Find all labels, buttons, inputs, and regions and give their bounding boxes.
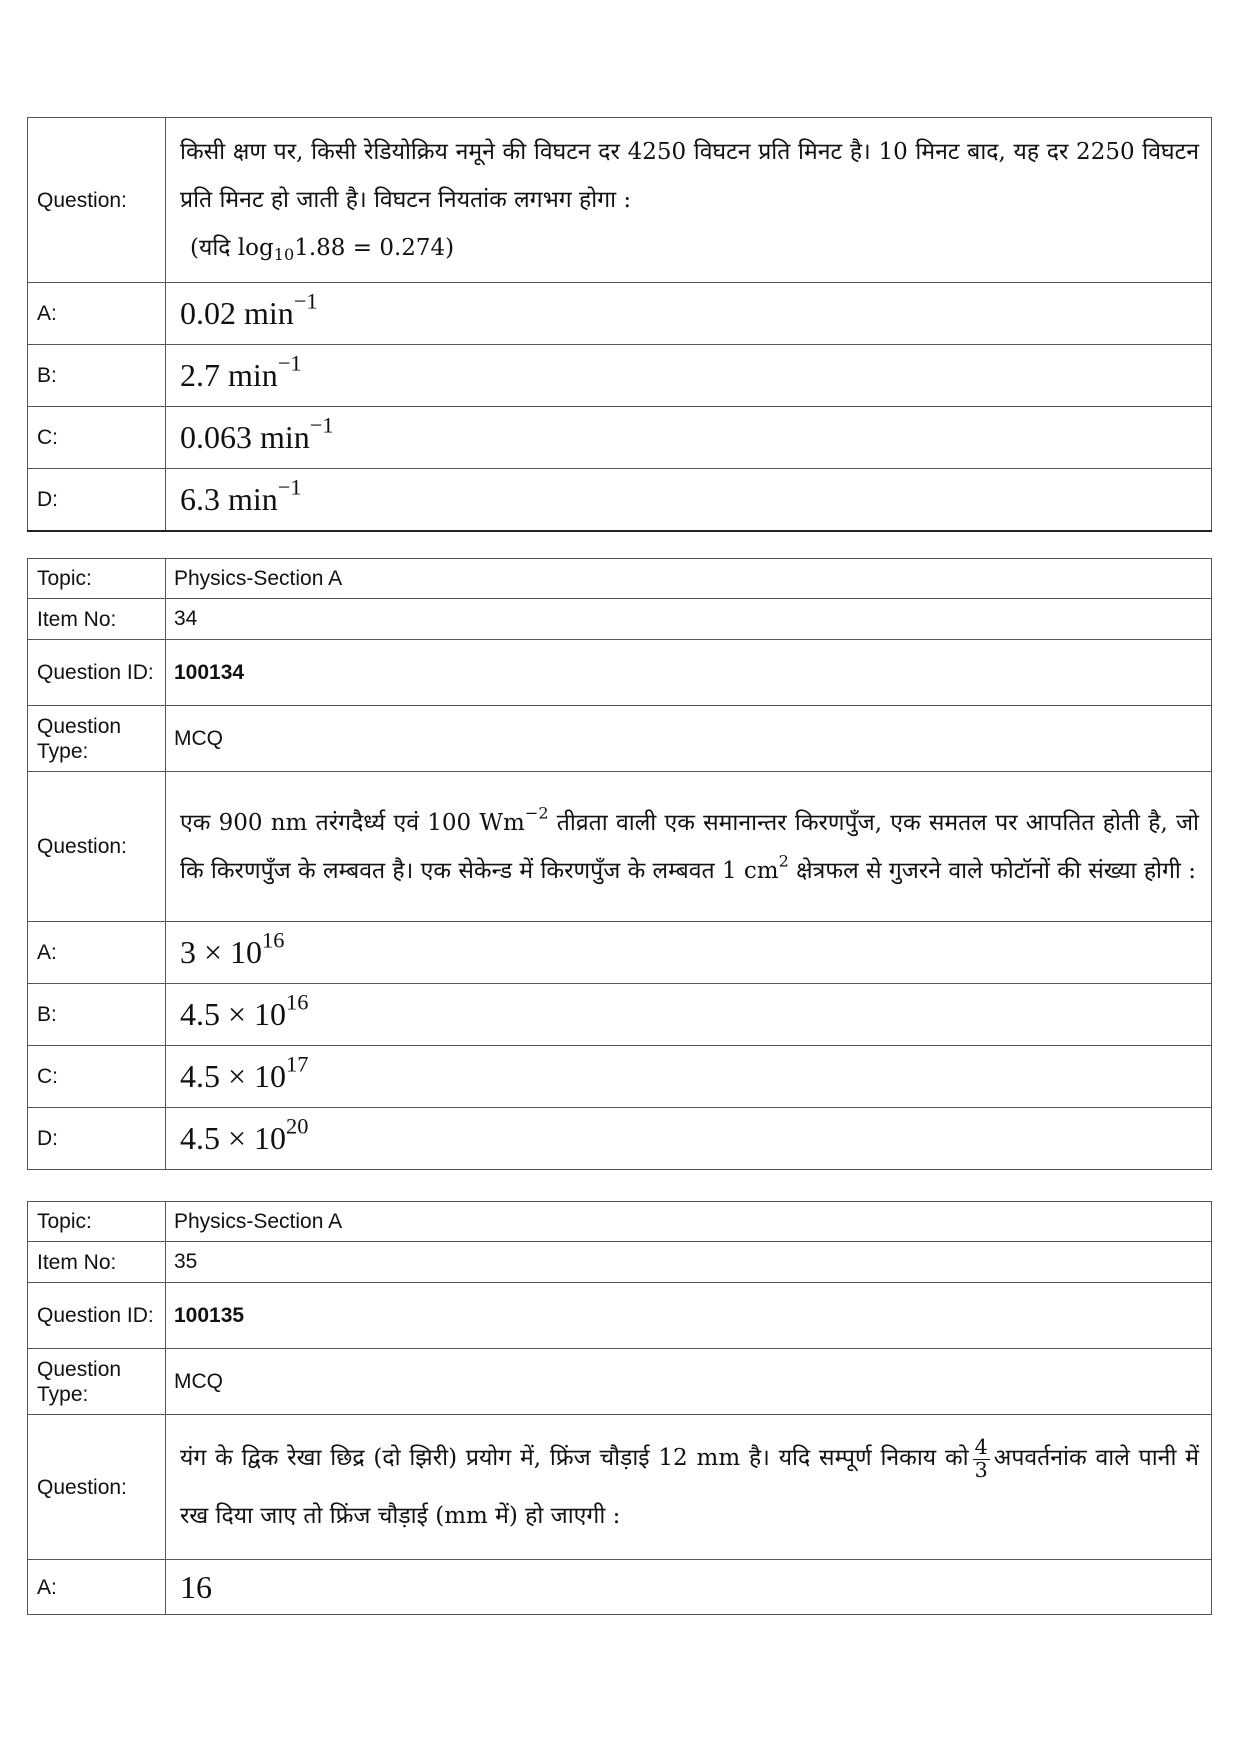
option-a-label: A: xyxy=(28,922,166,984)
option-a-value: 3 × 10 xyxy=(180,934,263,970)
topic-value: Physics-Section A xyxy=(166,1202,1212,1242)
refractive-index-fraction xyxy=(973,1434,990,1482)
question-text-part-1: यंग के द्विक रेखा छिद्र (दो झिरी) प्रयोग में, फ्रिंज चौड़ाई 12 mm है। यदि सम्पूर्ण निकाय को xyxy=(180,1445,969,1471)
question-body: किसी क्षण पर, किसी रेडियोक्रिय नमूने की विघटन दर 4250 विघटन प्रति मिनट है। 10 मिनट बाद, यह दर 2250 विघटन प्रति मिनट हो जाती है। विघटन नियतांक लगभग होगा : xyxy=(180,139,1199,213)
item-no-value: 34 xyxy=(166,599,1212,640)
option-b[interactable] xyxy=(166,345,1212,407)
question-text-exponent-2: 2 xyxy=(778,851,789,871)
question-id-label: Question ID: xyxy=(28,1283,166,1349)
question-type-label: Question Type: xyxy=(28,706,166,772)
option-c-value: 0.063 min xyxy=(180,419,310,455)
option-a[interactable] xyxy=(166,922,1212,984)
question-label: Question: xyxy=(28,1415,166,1560)
option-b-value: 4.5 × 10 xyxy=(180,996,287,1032)
question-hint xyxy=(180,224,1199,272)
question-id-value: 100135 xyxy=(166,1283,1212,1349)
option-a[interactable] xyxy=(166,283,1212,345)
option-b[interactable] xyxy=(166,984,1212,1046)
option-d-label: D: xyxy=(28,469,166,531)
hint-prefix: (यदि log xyxy=(190,235,274,261)
item-no-label: Item No: xyxy=(28,1242,166,1283)
hint-rest: 1.88 = 0.274) xyxy=(294,235,455,261)
option-c-label: C: xyxy=(28,407,166,469)
option-a-label: A: xyxy=(28,283,166,345)
option-a[interactable] xyxy=(166,1560,1212,1615)
option-c[interactable] xyxy=(166,1046,1212,1108)
option-c-exponent: 17 xyxy=(286,1051,309,1077)
option-d-value: 6.3 min xyxy=(180,480,278,517)
item-no-value: 35 xyxy=(166,1242,1212,1283)
topic-value: Physics-Section A xyxy=(166,559,1212,599)
question-id-value: 100134 xyxy=(166,640,1212,706)
question-id-label: Question ID: xyxy=(28,640,166,706)
option-a-value: 0.02 min xyxy=(180,295,294,331)
option-b-label: B: xyxy=(28,984,166,1046)
option-a-label: A: xyxy=(28,1560,166,1615)
question-text xyxy=(166,118,1212,283)
option-d-exponent: 20 xyxy=(286,1113,309,1139)
question-text-part-2: तीव्रता वाली एक समानान्तर किरणपुँज, एक समतल पर आपतित होती है, जो कि किरणपुँज के लम्बवत है। एक सेकेन्ड में किरणपुँज के लम्बवत 1 cm xyxy=(180,809,1200,884)
item-no-label: Item No: xyxy=(28,599,166,640)
option-c[interactable] xyxy=(166,407,1212,469)
question-text-exponent: −2 xyxy=(524,803,549,823)
option-b-value: 2.7 min xyxy=(180,357,278,393)
option-b-label: B: xyxy=(28,345,166,407)
question-type-value: MCQ xyxy=(166,1349,1212,1415)
option-a-value: 16 xyxy=(180,1568,212,1605)
topic-label: Topic: xyxy=(28,1202,166,1242)
topic-label: Topic: xyxy=(28,559,166,599)
question-label: Question: xyxy=(28,772,166,922)
question-text-part-3: क्षेत्रफल से गुजरने वाले फोटॉनों की संख्या होगी : xyxy=(788,857,1196,884)
question-type-label: Question Type: xyxy=(28,1349,166,1415)
option-d[interactable] xyxy=(166,1108,1212,1170)
option-c-label: C: xyxy=(28,1046,166,1108)
option-b-exponent: −1 xyxy=(277,350,302,376)
option-c-exponent: −1 xyxy=(309,412,334,438)
question-block-1 xyxy=(27,117,1212,532)
question-text xyxy=(166,772,1212,922)
question-type-value: MCQ xyxy=(166,706,1212,772)
question-text-part-1: एक 900 nm तरंगदैर्ध्य एवं 100 Wm xyxy=(180,809,525,836)
option-d-value: 4.5 × 10 xyxy=(180,1120,287,1156)
option-d[interactable] xyxy=(166,469,1212,531)
question-text-part-2: अपवर्तनांक वाले पानी में रख दिया जाए तो फ्रिंज चौड़ाई (mm में) हो जाएगी : xyxy=(180,1445,1199,1529)
option-b-exponent: 16 xyxy=(286,989,309,1015)
question-block-2 xyxy=(27,558,1212,1170)
fraction-numerator: 4 xyxy=(974,1434,988,1459)
question-label: Question: xyxy=(28,118,166,283)
fraction-denominator: 3 xyxy=(974,1457,988,1482)
option-a-exponent: −1 xyxy=(293,288,318,314)
question-block-3 xyxy=(27,1201,1212,1615)
option-d-label: D: xyxy=(28,1108,166,1170)
option-c-value: 4.5 × 10 xyxy=(180,1058,287,1094)
option-d-exponent: −1 xyxy=(277,474,302,500)
hint-subscript: 10 xyxy=(273,244,295,264)
option-a-exponent: 16 xyxy=(262,927,285,953)
question-text xyxy=(166,1415,1212,1560)
